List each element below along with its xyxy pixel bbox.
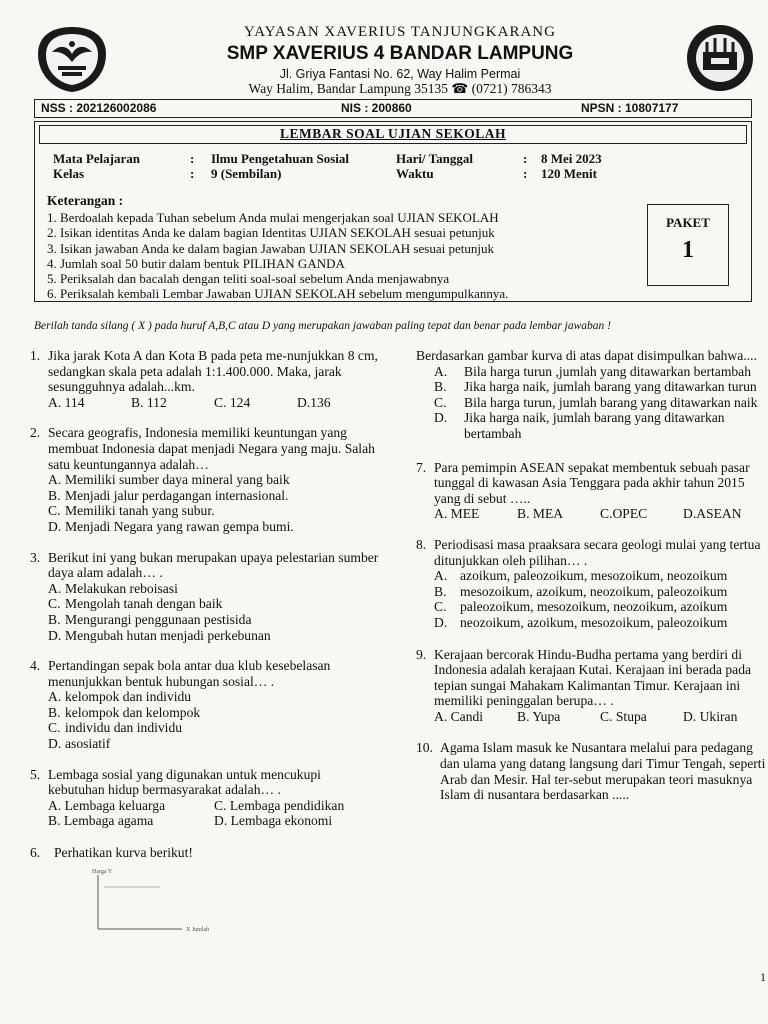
npsn-number: NPSN : 10807177	[581, 101, 679, 115]
date-label: Hari/ Tanggal	[396, 151, 473, 166]
question-number: 8.	[416, 536, 427, 552]
question-6	[30, 845, 380, 937]
paket-label: PAKET	[666, 215, 710, 230]
option-a: A. Memiliki sumber daya mineral yang baik	[48, 472, 290, 488]
option-a: A. Candi	[434, 708, 484, 724]
question-text: Periodisasi masa praaksara secara geologi mulai yang tertua ditunjukkan oleh pilihan… .	[434, 536, 761, 568]
answer-options	[30, 581, 380, 643]
option-d: D. Menjadi Negara yang rawan gempa bumi.	[48, 518, 294, 534]
colon: :	[523, 151, 528, 166]
question-number: 9.	[416, 646, 427, 662]
class-value: 9 (Sembilan)	[211, 166, 282, 181]
option-c: C.OPEC	[600, 506, 648, 522]
answer-options	[30, 689, 380, 751]
instructions-title: Keterangan :	[47, 193, 124, 208]
option-c: C. Lembaga pendidikan	[214, 797, 345, 813]
option-b: B. mesozoikum, azoikum, neozoikum, paleozoikum	[434, 583, 728, 599]
foundation-name: YAYASAN XAVERIUS TANJUNGKARANG	[244, 24, 556, 40]
option-b: B. Yupa	[517, 708, 561, 724]
question-text: Secara geografis, Indonesia memiliki keuntungan yang membuat Indonesia dapat menjadi Negara yang maju. Salah satu keuntungannya adalah…	[48, 425, 375, 472]
question-text: Berikut ini yang bukan merupakan upaya pelestarian sumber daya alam adalah… .	[48, 549, 379, 581]
option-c: C. paleozoikum, mesozoikum, neozoikum, azoikum	[434, 599, 728, 615]
questions-left-column	[30, 348, 380, 937]
option-b: B. 112	[131, 394, 167, 410]
question-text: Kerajaan bercorak Hindu-Budha pertama yang berdiri di Indonesia adalah kerajaan Kutai. Kerajaan ini berada pada tepian sungai Mahakam Kalimantan Timur. Kerajaan ini memiliki peninggalan berupa… .	[434, 646, 752, 709]
question-2	[30, 425, 380, 534]
question-number: 6.	[30, 845, 41, 861]
option-d: D. Ukiran	[683, 708, 738, 724]
question-text: Agama Islam masuk ke Nusantara melalui para pedagang dan ulama yang datang langsung dari Timur Tengah, seperti Arab dan Mesir. Hal ter-sebut merupakan teori masuknya Islam di nusantara berdasarkan .....	[440, 740, 766, 803]
graph-y-label: Harga Y	[92, 868, 113, 875]
option-d: D. Lembaga ekonomi	[214, 813, 333, 829]
option-a: A. azoikum, paleozoikum, mesozoikum, neozoikum	[434, 568, 728, 584]
option-a: A. Melakukan reboisasi	[48, 580, 178, 596]
question-4	[30, 658, 380, 752]
letterhead	[30, 22, 748, 98]
option-d: D.136	[297, 394, 331, 410]
question-number: 7.	[416, 459, 427, 475]
exam-info-box	[34, 121, 752, 302]
option-b: B. Menjadi jalur perdagangan internasional.	[48, 487, 289, 503]
answer-options	[416, 506, 766, 522]
school-address-line1: Jl. Griya Fantasi No. 62, Way Halim Permai	[279, 67, 521, 81]
option-b: B. kelompok dan kelompok	[48, 704, 201, 720]
exam-sheet-title: LEMBAR SOAL UJIAN SEKOLAH	[39, 125, 747, 144]
school-id-bar	[34, 99, 752, 118]
time-label: Waktu	[396, 166, 434, 181]
paket-number: 1	[682, 237, 694, 263]
option-d: D. asosiatif	[48, 736, 111, 752]
colon: :	[190, 151, 195, 166]
option-c: C. individu dan individu	[48, 720, 183, 736]
answer-options	[416, 568, 766, 630]
question-number: 10.	[416, 740, 433, 756]
class-label: Kelas	[53, 166, 85, 181]
xaverius-school-logo	[685, 22, 755, 94]
option-c: C. 124	[214, 394, 251, 410]
answer-options-row	[30, 798, 380, 814]
nis-number: NIS : 200860	[341, 101, 412, 115]
instruction-item: 6. Periksalah kembali Lembar Jawaban UJIAN SEKOLAH sebelum mengumpulkannya.	[47, 286, 509, 302]
option-a: A. MEE	[434, 506, 480, 522]
questions-right-column	[416, 348, 766, 803]
question-text: Para pemimpin ASEAN sepakat membentuk sebuah pasar tunggal di kawasan Asia Tenggara pada akhir tahun 2015 yang di sebut …..	[434, 459, 750, 506]
question-text: Lembaga sosial yang digunakan untuk mencukupi kebutuhan hidup bermasyarakat adalah… .	[48, 766, 321, 798]
nss-number: NSS : 202126002086	[41, 101, 157, 115]
school-name: SMP XAVERIUS 4 BANDAR LAMPUNG	[226, 43, 574, 64]
answer-instruction: Berilah tanda silang ( X ) pada huruf A,B,C atau D yang merupakan jawaban paling tepat dan benar pada lembar jawaban !	[34, 320, 611, 332]
option-c: C. Stupa	[600, 708, 647, 724]
question-text: Perhatikan kurva berikut!	[54, 845, 193, 861]
option-b: B. Jika harga naik, jumlah barang yang ditawarkan turun	[434, 379, 757, 395]
question-text: Jika jarak Kota A dan Kota B pada peta me-nunjukkan 8 cm, sedangkan skala peta adalah 1:1.400.000. Maka, jarak sesungguhnya adalah...km.	[48, 348, 378, 395]
paket-box	[647, 204, 729, 286]
date-value: 8 Mei 2023	[541, 151, 602, 166]
option-a: A. 114	[48, 394, 85, 410]
option-d: D. Mengubah hutan menjadi perkebunan	[48, 627, 271, 643]
option-c: C. Bila harga turun, jumlah barang yang ditawarkan naik	[434, 394, 758, 410]
question-number: 3.	[30, 549, 41, 565]
option-a: A. Bila harga turun ,jumlah yang ditawarkan bertambah	[434, 363, 752, 379]
question-number: 2.	[30, 425, 41, 441]
question-9	[416, 647, 766, 725]
school-identity	[120, 24, 680, 97]
instruction-item: 5. Periksalah dan bacalah dengan teliti soal-soal sebelum Anda menjawabnya	[47, 271, 450, 287]
question-1	[30, 348, 380, 410]
option-d: D. neozoikum, azoikum, mesozoikum, paleozoikum	[434, 614, 728, 630]
answer-options	[416, 709, 766, 725]
question-text: Berdasarkan gambar kurva di atas dapat disimpulkan bahwa....	[416, 348, 757, 363]
school-address-line2: Way Halim, Bandar Lampung 35135 ☎ (0721) 786343	[248, 81, 552, 96]
instruction-item: 3. Isikan jawaban Anda ke dalam bagian Jawaban UJIAN SEKOLAH sesuai petunjuk	[47, 240, 494, 256]
option-b: B. Lembaga agama	[48, 813, 154, 829]
subject-label: Mata Pelajaran	[53, 151, 141, 166]
question-text: Pertandingan sepak bola antar dua klub kesebelasan menunjukkan bentuk hubungan sosial… .	[48, 658, 331, 689]
question-number: 1.	[30, 348, 41, 363]
question-number: 4.	[30, 658, 41, 674]
option-d: D. Jika harga naik, jumlah barang yang ditawarkan bertambah	[434, 410, 725, 441]
instruction-item: 1. Berdoalah kepada Tuhan sebelum Anda mulai mengerjakan soal UJIAN SEKOLAH	[47, 210, 499, 225]
option-a: A. Lembaga keluarga	[48, 797, 166, 813]
option-c: C. Memiliki tanah yang subur.	[48, 503, 215, 519]
instruction-item: 2. Isikan identitas Anda ke dalam bagian Identitas UJIAN SEKOLAH sesuai petunjuk	[47, 225, 495, 241]
question-8	[416, 537, 766, 631]
question-6-continued	[416, 348, 766, 442]
question-number: 5.	[30, 766, 41, 782]
answer-options	[30, 395, 380, 411]
question-3	[30, 550, 380, 644]
option-a: A. kelompok dan individu	[48, 689, 192, 705]
question-5	[30, 767, 380, 829]
option-b: B. Mengurangi penggunaan pestisida	[48, 611, 252, 627]
answer-options-row	[30, 813, 380, 829]
tut-wuri-handayani-logo	[34, 24, 110, 94]
time-value: 120 Menit	[541, 166, 597, 181]
answer-options	[416, 364, 766, 442]
option-c: C. Mengolah tanah dengan baik	[48, 596, 223, 612]
graph-x-label: X Jumlah	[186, 926, 210, 933]
subject-value: Ilmu Pengetahuan Sosial	[211, 151, 349, 166]
option-d: D.ASEAN	[683, 506, 742, 522]
question-7	[416, 460, 766, 522]
question-10	[416, 740, 766, 802]
colon: :	[523, 166, 528, 181]
instruction-item: 4. Jumlah soal 50 butir dalam bentuk PILIHAN GANDA	[47, 255, 345, 271]
page-number: 1	[760, 970, 766, 984]
option-b: B. MEA	[517, 506, 564, 522]
instructions-list	[47, 193, 647, 302]
supply-curve-graph	[90, 867, 240, 937]
answer-options	[30, 472, 380, 534]
colon: :	[190, 166, 195, 181]
